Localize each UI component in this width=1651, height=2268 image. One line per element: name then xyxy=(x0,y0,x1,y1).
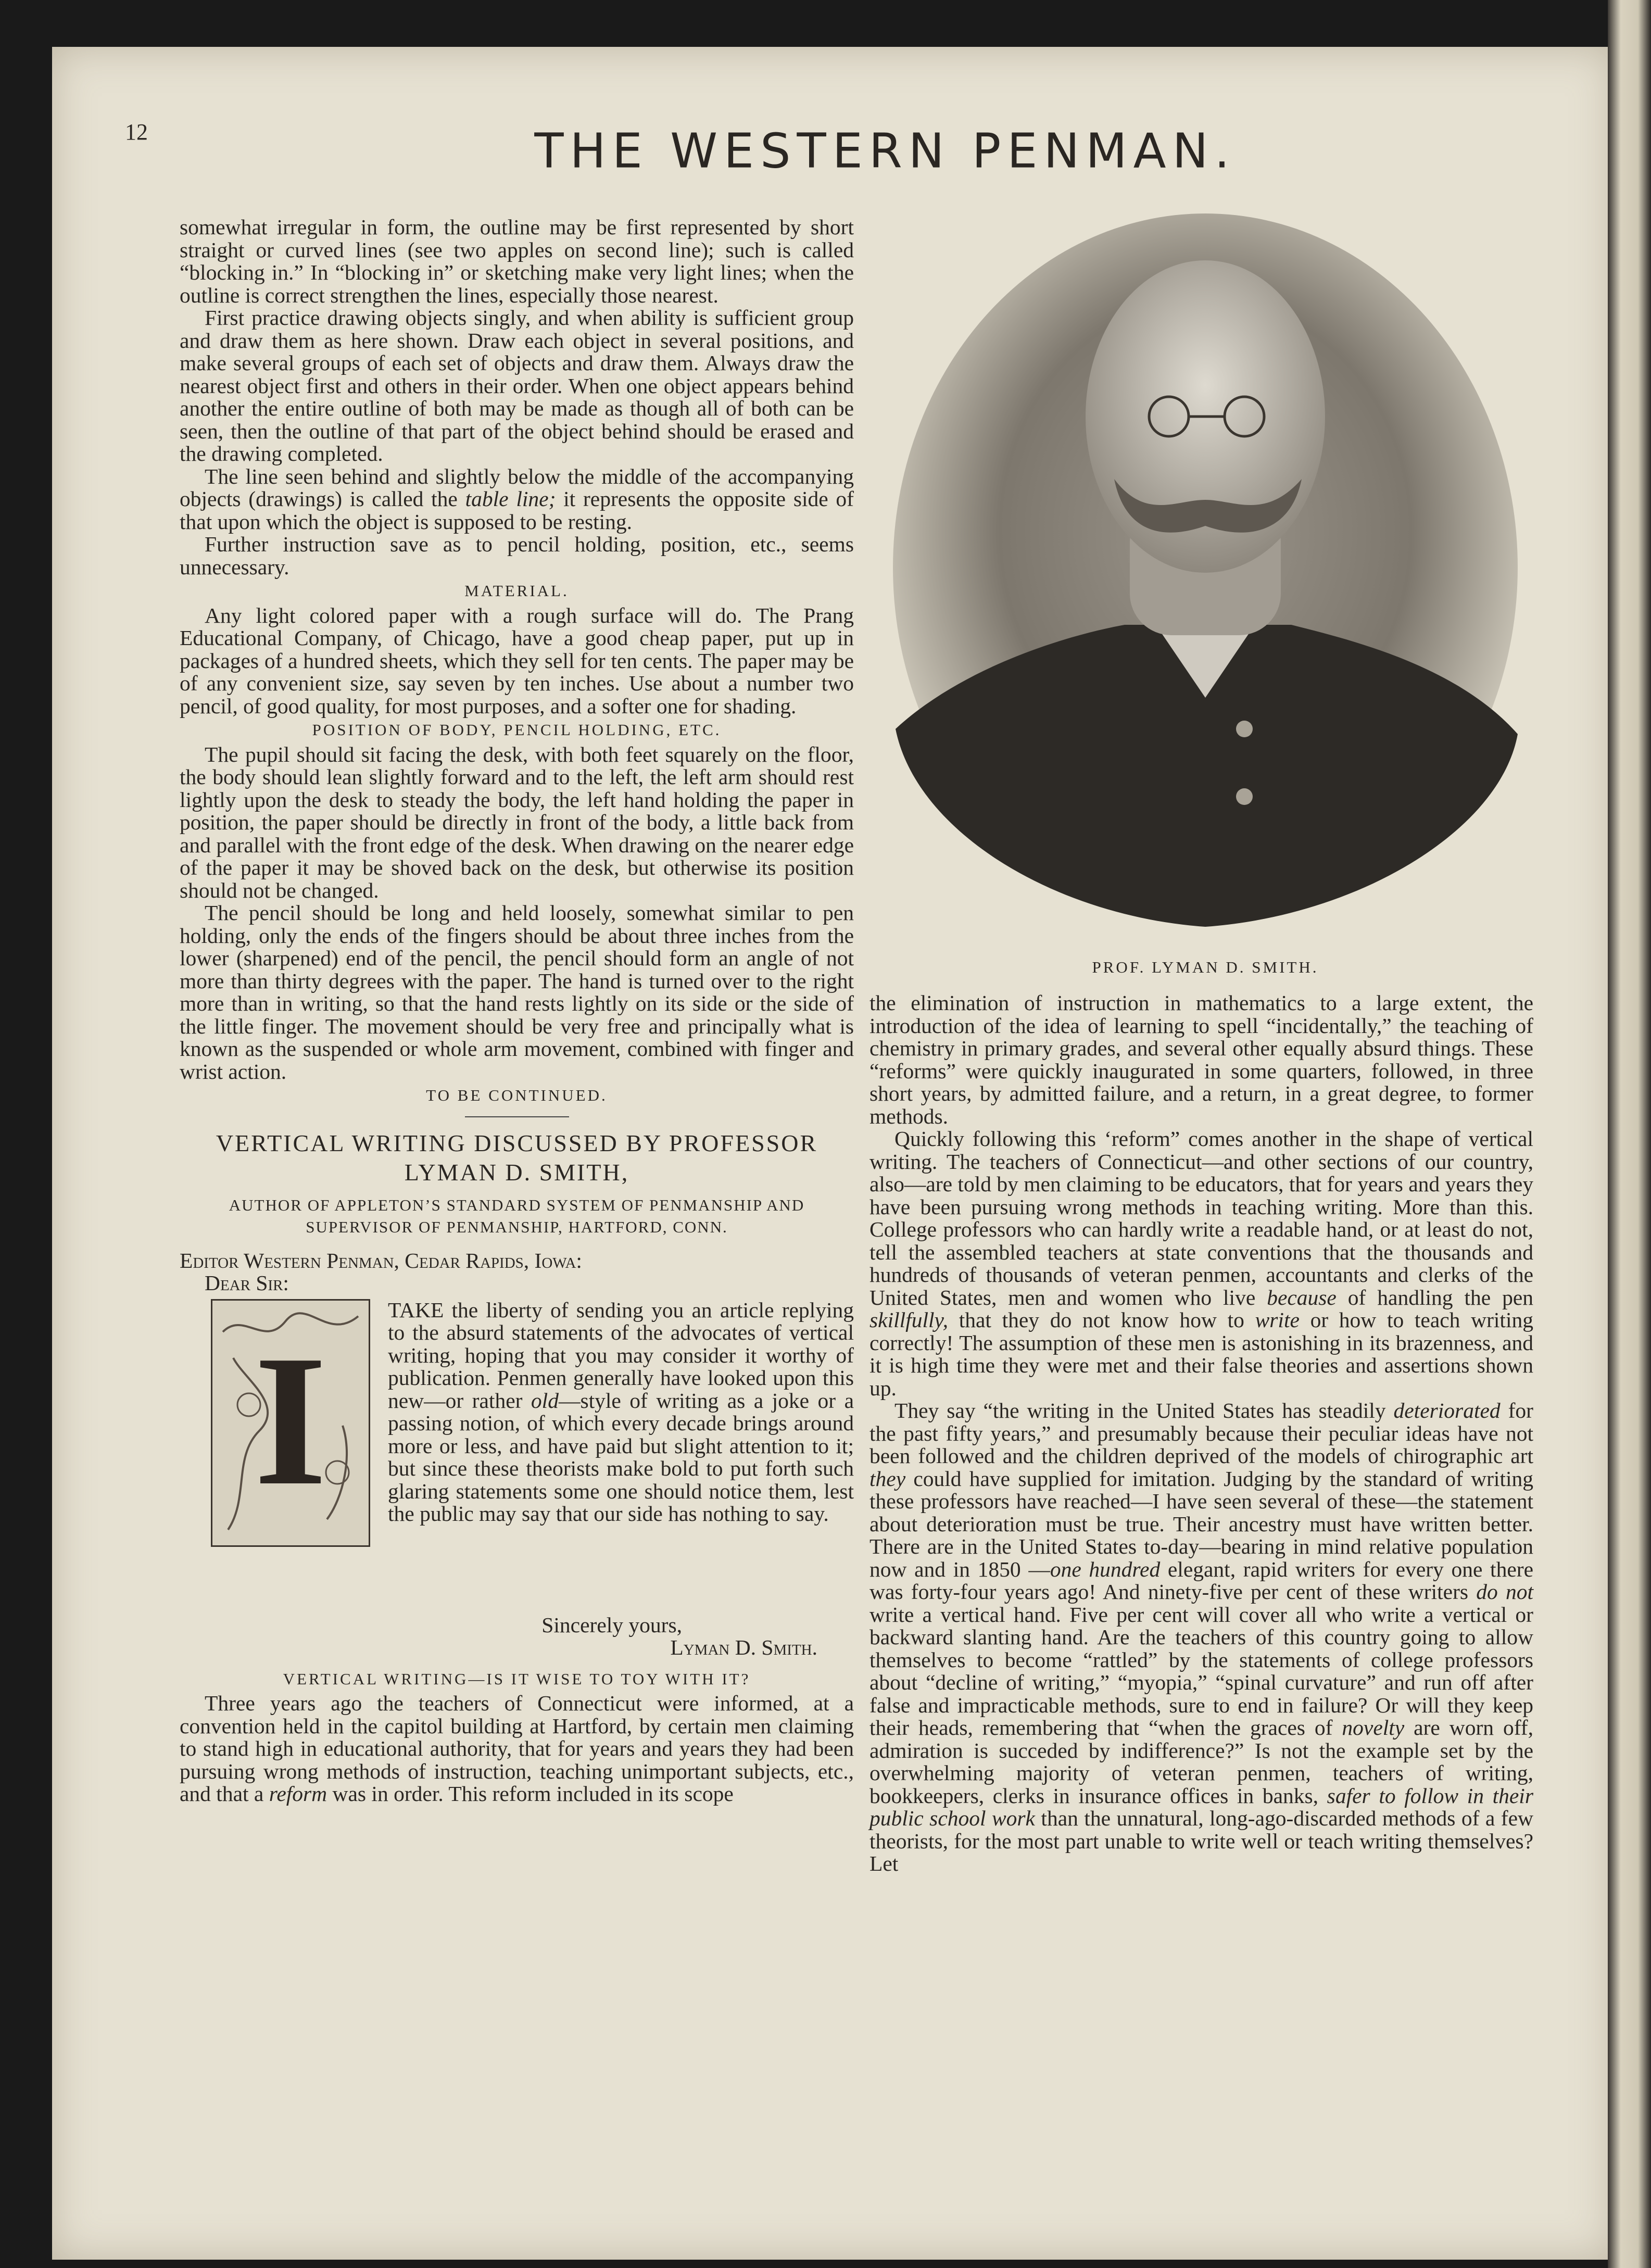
portrait-image xyxy=(885,208,1526,937)
masthead-title: THE WESTERN PENMAN. xyxy=(534,123,1236,179)
paragraph: The pupil should sit facing the desk, with both feet squarely on the floor, the body should lean slightly forward and to the left, the left arm should rest lightly upon the desk to steady the body, the left hand holding the paper in position, the paper should be directly in front of the body, a little back from and parallel with the front edge of the desk. When drawing on the nearer edge of the paper it may be shoved back on the desk, but otherwise its position should not be changed. xyxy=(180,742,854,902)
paragraph: The pencil should be long and held loosely, somewhat similar to pen holding, only the ends of the fingers should be about three inches from the lower (sharpened) end of the pencil, the pencil should form an angle of not more than thirty degrees with the paper. The hand is turned over to the right more than in writing, so that the hand rests lightly on its side or the side of the little finger. The movement should be very free and principally what is known as the suspended or whole arm movement, combined with finger and wrist action. xyxy=(180,901,854,1083)
paragraph: the elimination of instruction in mathematics to a large extent, the introduction of the idea of learning to spell “incidentally,” the teaching of chemistry in primary grades, and several other equally absurd things. These “reforms” were quickly inaugurated in some quarters, followed, in three short years, by admitted failure, and a return, in a great degree, to former methods. xyxy=(869,991,1533,1128)
paragraph: Quickly following this ‘reform” comes another in the shape of vertical writing. The teachers of Connecticut—and other sections of our country, also—are told by men claiming to be educators, that for years and years they have been pursuing wrong methods in teaching writing. More than this. College professors who can hardly write a readable hand, or at least do not, tell the assembled teachers at state conventions that the thousands and hundreds of thousands of veteran penmen, accountants and clerks of the United States, men and women who live because of handling the pen skillfully, that they do not know how to write or how to teach writing correctly! The assumption of these men is astonishing in its brazenness, and it is high time they were met and their false theories and assertions shown up. xyxy=(869,1127,1533,1400)
section-heading-wise: VERTICAL WRITING—IS IT WISE TO TOY WITH IT? xyxy=(283,1669,751,1688)
paragraph: The line seen behind and slightly below the middle of the accompanying objects (drawings) is called the table line; it represents the opposite side of that upon which the object is supposed to be resting. xyxy=(180,464,854,534)
dropcap-letter: I xyxy=(254,1316,327,1524)
letter-text: TAKE the liberty of sending you an article replying to the absurd statements of the advocates of vertical writing, hoping that you may consider it worthy of publication. Penmen generally have looked upon this new—or rather old—style of writing as a joke or a passing notion, of which every decade brings around more or less, and have paid but slight attention to it; but since these theorists make bold to put forth such glaring statements some one should notice them, lest the public may say that our side has nothing to say. xyxy=(388,1297,854,1526)
author-line: AUTHOR OF APPLETON’S STANDARD SYSTEM OF PENMANSHIP AND SUPERVISOR OF PENMANSHIP, HARTFORD, CONN. xyxy=(229,1195,805,1236)
signature: Lyman D. Smith. xyxy=(670,1635,817,1659)
paragraph: First practice drawing objects singly, and when ability is sufficient group and draw them as here shown. Draw each object in several positions, and make several groups of each set of objects and draw them. Always draw the nearest object first and others in their order. When one object appears behind another the entire outline of both may be made as though all of both can be seen, then the outline of that part of the object behind should be erased and the drawing completed. xyxy=(180,306,854,465)
paragraph: Any light colored paper with a rough surface will do. The Prang Educational Company, of Chicago, have a good cheap paper, put up in packages of a hundred sheets, which they sell for ten cents. The paper may be of any convenient size, say seven by ten inches. Use about a number two pencil, of good quality, for most purposes, and a softer one for shading. xyxy=(180,603,854,718)
paragraph: Further instruction save as to pencil holding, position, etc., seems unnecessary. xyxy=(180,532,854,579)
salutation: Dear Sir: xyxy=(205,1271,289,1295)
section-heading-position: POSITION OF BODY, PENCIL HOLDING, ETC. xyxy=(312,721,722,739)
editor-line: Editor Western Penman, Cedar Rapids, Iowa: xyxy=(180,1248,582,1272)
page-edge xyxy=(1608,0,1651,2268)
continued-note: TO BE CONTINUED. xyxy=(426,1086,608,1104)
page-number: 12 xyxy=(125,119,148,145)
divider xyxy=(465,1116,569,1117)
ornamental-dropcap xyxy=(211,1299,370,1547)
section-heading-material: MATERIAL. xyxy=(464,582,569,600)
paragraph: somewhat irregular in form, the outline may be first represented by short straight or curved lines (see two apples on second line); such is called “blocking in.” In “blocking in” or sketching make very light lines; when the outline is correct strengthen the lines, especially those nearest. xyxy=(180,215,854,307)
right-column xyxy=(869,992,1533,1875)
article-title: VERTICAL WRITING DISCUSSED BY PROFESSOR LYMAN D. SMITH, xyxy=(216,1129,818,1186)
portrait-caption: PROF. LYMAN D. SMITH. xyxy=(1092,958,1319,976)
paragraph: They say “the writing in the United States has steadily deteriorated for the past fifty years,” and presumably because their peculiar ideas have not been followed and the children deprived of the models of chirographic art they could have supplied for imitation. Judging by the standard of writing these professors have reached—I have seen several of these—the statement about deterioration must be true. Their ancestry must have written better. There are in the United States to-day—bearing in mind relative population now and in 1850 —one hundred elegant, rapid writers for every one there was forty-four years ago! And ninety-five per cent of these writers do not write a vertical hand. Five per cent will cover all who write a vertical or backward slanting hand. Are the teachers of this country going to allow themselves to become “rattled” by the statements of college professors about “decline of writing,” “myopia,” “spinal curvature” and run off after false and impracticable methods, sure to end in failure? Or will they keep their heads, remembering that “when the graces of novelty are worn off, admiration is succeded by indifference?” Is not the example set by the overwhelming majority of veteran penmen, teachers of writing, bookkeepers, clerks in insurance offices in banks, safer to follow in their public school work than the unnatural, long-ago-discarded methods of a few theorists, for the most part unable to write well or teach writing themselves? Let xyxy=(869,1398,1534,1875)
letter-opening xyxy=(180,1299,854,1583)
paragraph: Three years ago the teachers of Connecticut were informed, at a convention held in the capitol building at Hartford, by certain men claiming to stand high in educational authority, that for years and years they had been pursuing wrong methods of instruction, teaching unimportant subjects, etc., and that a reform was in order. This reform included in its scope xyxy=(180,1691,854,1806)
left-column xyxy=(180,216,854,1806)
closing: Sincerely yours, xyxy=(541,1612,682,1637)
